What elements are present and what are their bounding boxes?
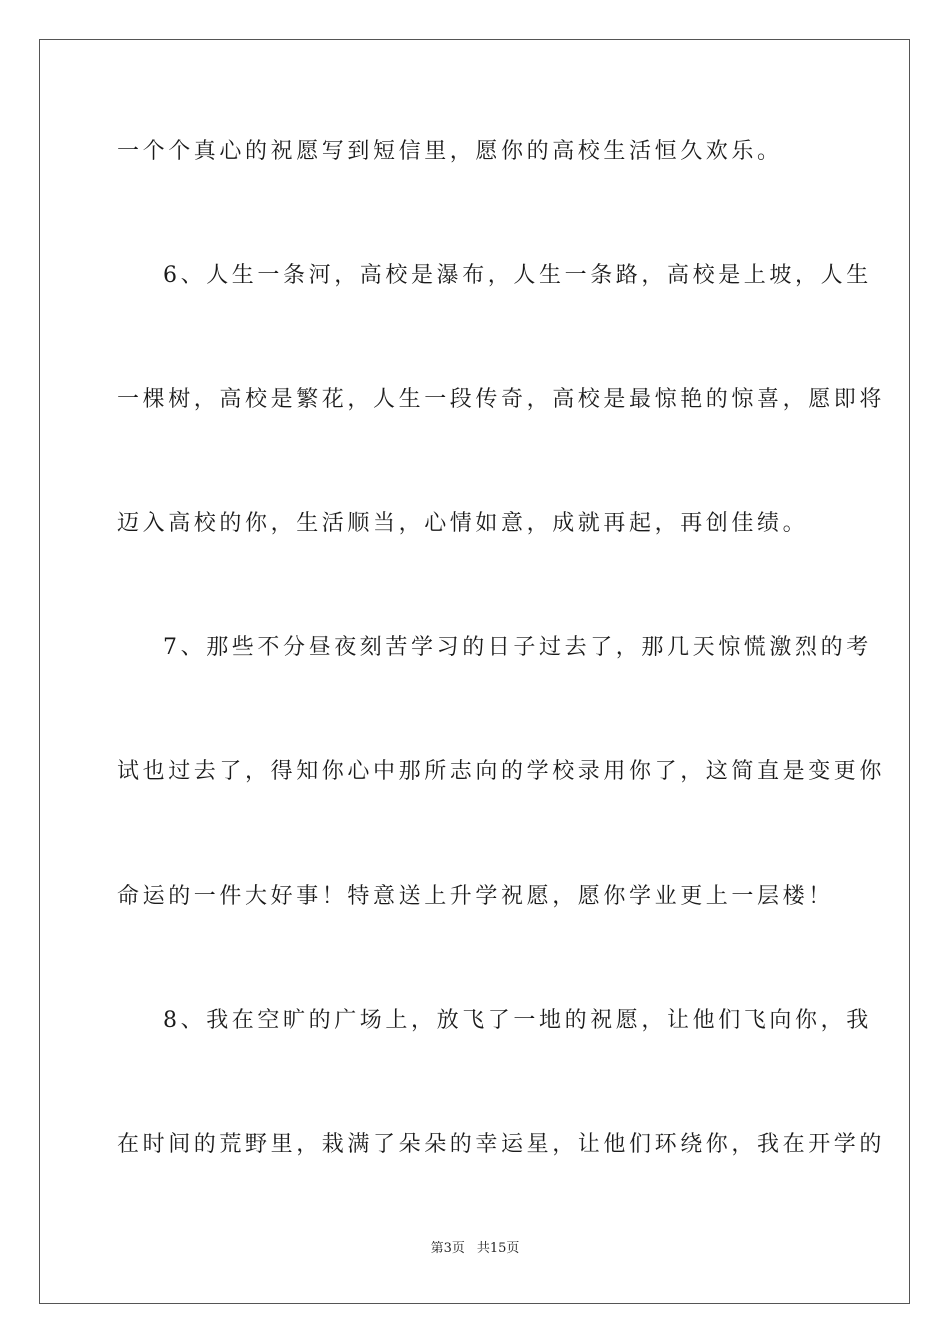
page-total: 共15页 xyxy=(476,1241,520,1256)
text-line: 迈入高校的你，生活顺当，心情如意，成就再起，再创佳绩。 xyxy=(117,511,809,536)
text-line: 7、那些不分昼夜刻苦学习的日子过去了，那几天惊慌激烈的考 xyxy=(163,635,872,660)
text-line: 命运的一件大好事！特意送上升学祝愿，愿你学业更上一层楼！ xyxy=(117,884,834,909)
page-number: 第3页 xyxy=(430,1241,465,1256)
page-border xyxy=(39,39,910,1304)
text-line: 一个个真心的祝愿写到短信里，愿你的高校生活恒久欢乐。 xyxy=(117,139,783,164)
text-line: 6、人生一条河，高校是瀑布，人生一条路，高校是上坡，人生 xyxy=(163,263,872,288)
text-line: 在时间的荒野里，栽满了朵朵的幸运星，让他们环绕你，我在开学的 xyxy=(117,1132,886,1157)
page-footer xyxy=(0,1240,950,1258)
text-line: 一棵树，高校是繁花，人生一段传奇，高校是最惊艳的惊喜，愿即将 xyxy=(117,387,886,412)
text-line: 8、我在空旷的广场上，放飞了一地的祝愿，让他们飞向你，我 xyxy=(163,1008,872,1033)
text-line: 试也过去了，得知你心中那所志向的学校录用你了，这简直是变更你 xyxy=(117,759,886,784)
